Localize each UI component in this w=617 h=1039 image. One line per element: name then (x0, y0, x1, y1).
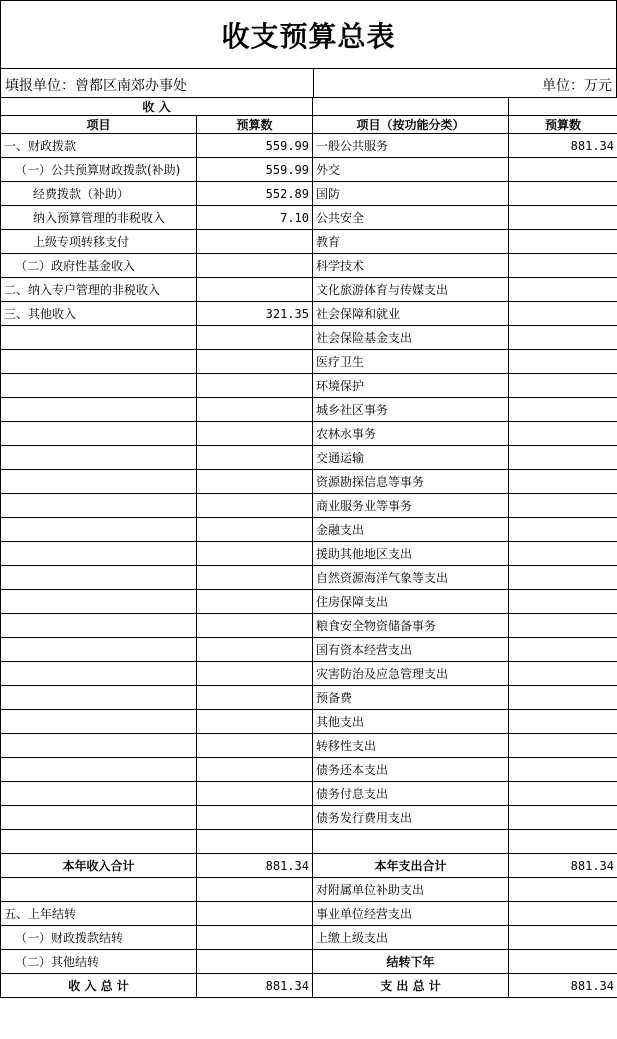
table-row (1, 134, 617, 158)
income-item (1, 326, 197, 350)
expense-item: 科学技术 (313, 254, 509, 278)
income-item (1, 446, 197, 470)
col-budget-2: 预算数 (509, 116, 617, 134)
income-item: 纳入预算管理的非税收入 (1, 206, 197, 230)
expense-budget (509, 686, 617, 710)
income-item: 三、其他收入 (1, 302, 197, 326)
expense-budget (509, 902, 617, 926)
expense-budget (509, 374, 617, 398)
income-budget: 7.10 (197, 206, 313, 230)
income-budget (197, 686, 313, 710)
income-budget (197, 374, 313, 398)
expense-item: 对附属单位补助支出 (313, 878, 509, 902)
income-budget (197, 278, 313, 302)
table-row (1, 926, 617, 950)
total-expense-value: 881.34 (509, 854, 617, 878)
expense-budget: 881.34 (509, 134, 617, 158)
income-budget (197, 326, 313, 350)
income-item (1, 806, 197, 830)
table-row (1, 878, 617, 902)
expense-budget (509, 830, 617, 854)
expense-item: 资源勘探信息等事务 (313, 470, 509, 494)
income-budget (197, 950, 313, 974)
income-budget (197, 566, 313, 590)
table-row (1, 758, 617, 782)
income-budget (197, 878, 313, 902)
col-item-func: 项目（按功能分类） (313, 116, 509, 134)
income-item (1, 878, 197, 902)
expense-item: 社会保险基金支出 (313, 326, 509, 350)
expense-item: 外交 (313, 158, 509, 182)
income-budget: 552.89 (197, 182, 313, 206)
info-row (0, 68, 617, 98)
expense-item: 预备费 (313, 686, 509, 710)
expense-item: 环境保护 (313, 374, 509, 398)
expense-item: 援助其他地区支出 (313, 542, 509, 566)
income-header: 收 入 (1, 98, 313, 116)
expense-budget (509, 206, 617, 230)
income-budget (197, 542, 313, 566)
expense-budget (509, 806, 617, 830)
income-item (1, 710, 197, 734)
table-row (1, 782, 617, 806)
income-item (1, 542, 197, 566)
income-budget (197, 398, 313, 422)
page-title: 收支预算总表 (0, 0, 617, 69)
income-item (1, 590, 197, 614)
expense-item (313, 830, 509, 854)
expense-item: 国有资本经营支出 (313, 638, 509, 662)
expense-budget (509, 494, 617, 518)
table-row (1, 254, 617, 278)
reporting-unit: 填报单位：曾都区南郊办事处 (5, 78, 187, 94)
expense-budget (509, 662, 617, 686)
income-budget (197, 710, 313, 734)
table-row (1, 182, 617, 206)
income-budget (197, 590, 313, 614)
expense-budget (509, 710, 617, 734)
table-row (1, 374, 617, 398)
table-row (1, 350, 617, 374)
income-budget (197, 614, 313, 638)
income-item (1, 494, 197, 518)
table-row (1, 518, 617, 542)
table-row (1, 590, 617, 614)
expense-budget (509, 614, 617, 638)
header-empty-2 (509, 98, 617, 116)
grand-total-row (1, 974, 617, 998)
header-row-1 (1, 98, 617, 116)
income-budget (197, 446, 313, 470)
income-item (1, 398, 197, 422)
table-row (1, 542, 617, 566)
table-row (1, 686, 617, 710)
currency-unit: 单位：万元 (542, 78, 612, 94)
table-row (1, 902, 617, 926)
income-item: （一）公共预算财政拨款(补助) (1, 158, 197, 182)
total-income-label: 本年收入合计 (1, 854, 197, 878)
total-row (1, 854, 617, 878)
col-item: 项目 (1, 116, 197, 134)
grand-expense-label: 支 出 总 计 (313, 974, 509, 998)
income-item (1, 686, 197, 710)
income-item: （二）其他结转 (1, 950, 197, 974)
income-budget (197, 254, 313, 278)
expense-item: 国防 (313, 182, 509, 206)
table-row (1, 158, 617, 182)
expense-budget (509, 278, 617, 302)
income-budget (197, 830, 313, 854)
header-empty-1 (313, 98, 509, 116)
income-item (1, 374, 197, 398)
income-item (1, 758, 197, 782)
expense-budget (509, 398, 617, 422)
expense-budget (509, 254, 617, 278)
table-row (1, 638, 617, 662)
income-item (1, 638, 197, 662)
grand-income-label: 收 入 总 计 (1, 974, 197, 998)
table-row (1, 470, 617, 494)
expense-item: 债务发行费用支出 (313, 806, 509, 830)
expense-item: 交通运输 (313, 446, 509, 470)
expense-budget (509, 566, 617, 590)
expense-item: 转移性支出 (313, 734, 509, 758)
total-expense-label: 本年支出合计 (313, 854, 509, 878)
info-divider (313, 69, 314, 97)
expense-item: 事业单位经营支出 (313, 902, 509, 926)
expense-item: 债务付息支出 (313, 782, 509, 806)
table-row (1, 806, 617, 830)
expense-budget (509, 230, 617, 254)
income-budget (197, 758, 313, 782)
table-row (1, 734, 617, 758)
table-row (1, 326, 617, 350)
expense-budget (509, 302, 617, 326)
expense-item: 农林水事务 (313, 422, 509, 446)
expense-budget (509, 182, 617, 206)
expense-budget (509, 590, 617, 614)
table-row (1, 830, 617, 854)
expense-budget (509, 158, 617, 182)
expense-budget (509, 350, 617, 374)
income-budget (197, 782, 313, 806)
expense-item: 住房保障支出 (313, 590, 509, 614)
expense-item: 上缴上级支出 (313, 926, 509, 950)
income-budget (197, 902, 313, 926)
expense-item: 商业服务业等事务 (313, 494, 509, 518)
income-budget (197, 350, 313, 374)
table-row (1, 614, 617, 638)
expense-budget (509, 926, 617, 950)
income-item: 二、纳入专户管理的非税收入 (1, 278, 197, 302)
expense-item: 灾害防治及应急管理支出 (313, 662, 509, 686)
expense-item: 结转下年 (313, 950, 509, 974)
table-row (1, 302, 617, 326)
table-row (1, 398, 617, 422)
grand-income-value: 881.34 (197, 974, 313, 998)
expense-item: 一般公共服务 (313, 134, 509, 158)
income-item (1, 518, 197, 542)
income-budget (197, 422, 313, 446)
expense-budget (509, 878, 617, 902)
income-budget (197, 662, 313, 686)
expense-budget (509, 542, 617, 566)
table-row (1, 662, 617, 686)
expense-item: 公共安全 (313, 206, 509, 230)
table-row (1, 206, 617, 230)
grand-expense-value: 881.34 (509, 974, 617, 998)
income-budget (197, 518, 313, 542)
income-budget (197, 638, 313, 662)
income-item (1, 566, 197, 590)
expense-item: 债务还本支出 (313, 758, 509, 782)
income-budget (197, 230, 313, 254)
income-item (1, 734, 197, 758)
table-row (1, 566, 617, 590)
income-budget (197, 494, 313, 518)
income-item: （二）政府性基金收入 (1, 254, 197, 278)
expense-budget (509, 950, 617, 974)
expense-item: 教育 (313, 230, 509, 254)
income-item (1, 614, 197, 638)
expense-budget (509, 638, 617, 662)
total-income-value: 881.34 (197, 854, 313, 878)
expense-budget (509, 446, 617, 470)
income-item: 上级专项转移支付 (1, 230, 197, 254)
budget-table (0, 97, 617, 998)
table-row (1, 494, 617, 518)
expense-item: 自然资源海洋气象等支出 (313, 566, 509, 590)
expense-item: 其他支出 (313, 710, 509, 734)
income-budget: 321.35 (197, 302, 313, 326)
expense-budget (509, 518, 617, 542)
table-row (1, 950, 617, 974)
income-budget (197, 470, 313, 494)
income-budget (197, 806, 313, 830)
income-budget (197, 734, 313, 758)
income-item (1, 662, 197, 686)
income-item: （一）财政拨款结转 (1, 926, 197, 950)
table-row (1, 422, 617, 446)
income-item: 一、财政拨款 (1, 134, 197, 158)
income-item (1, 830, 197, 854)
table-row (1, 446, 617, 470)
expense-item: 医疗卫生 (313, 350, 509, 374)
income-budget (197, 926, 313, 950)
expense-budget (509, 758, 617, 782)
income-budget: 559.99 (197, 134, 313, 158)
income-item (1, 782, 197, 806)
expense-item: 文化旅游体育与传媒支出 (313, 278, 509, 302)
income-item (1, 350, 197, 374)
table-row (1, 710, 617, 734)
expense-item: 社会保障和就业 (313, 302, 509, 326)
expense-budget (509, 470, 617, 494)
income-item (1, 470, 197, 494)
income-item: 五、上年结转 (1, 902, 197, 926)
expense-item: 粮食安全物资储备事务 (313, 614, 509, 638)
expense-budget (509, 422, 617, 446)
expense-budget (509, 734, 617, 758)
expense-item: 城乡社区事务 (313, 398, 509, 422)
table-row (1, 278, 617, 302)
expense-budget (509, 782, 617, 806)
income-budget: 559.99 (197, 158, 313, 182)
header-row-2 (1, 116, 617, 134)
expense-item: 金融支出 (313, 518, 509, 542)
expense-budget (509, 326, 617, 350)
income-item: 经费拨款（补助） (1, 182, 197, 206)
income-item (1, 422, 197, 446)
col-budget: 预算数 (197, 116, 313, 134)
table-row (1, 230, 617, 254)
